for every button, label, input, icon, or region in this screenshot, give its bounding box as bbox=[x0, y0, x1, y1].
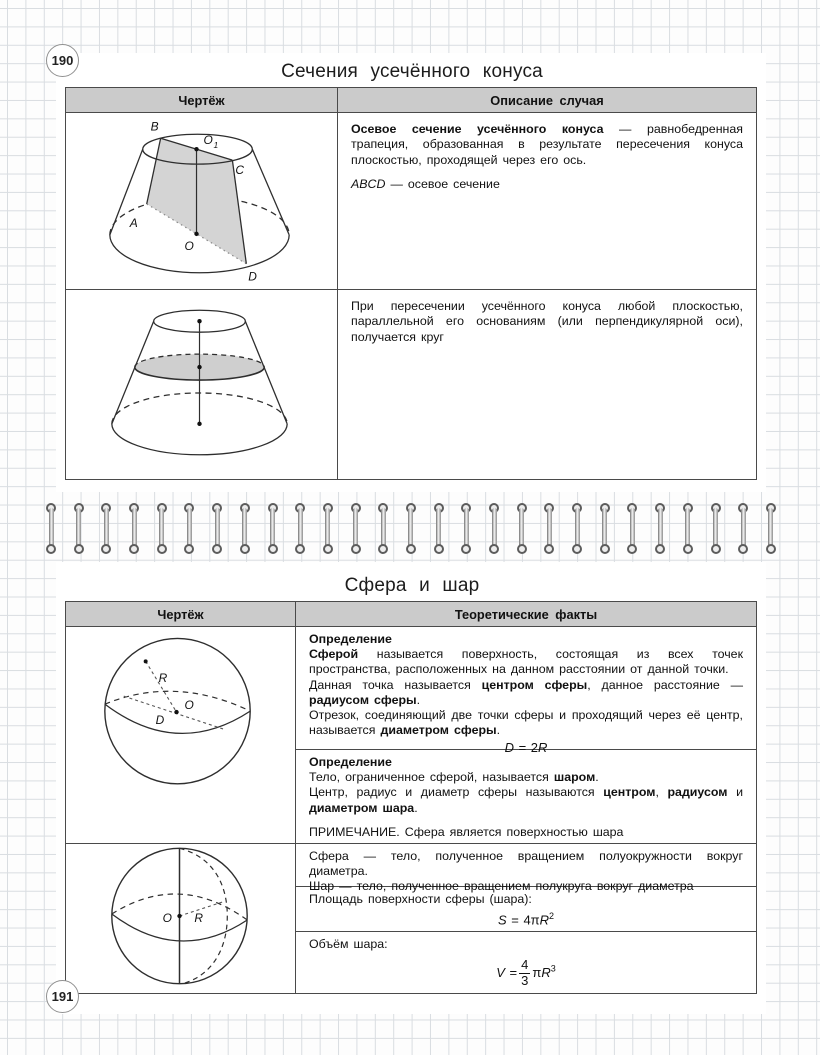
table1-header-description: Описание случая bbox=[490, 92, 604, 108]
sphere1-center bbox=[174, 710, 178, 714]
ball-term: шаром bbox=[553, 770, 596, 785]
label-D: D bbox=[248, 269, 257, 284]
formulas-stack bbox=[296, 844, 756, 993]
page-number-badge: 190 bbox=[46, 44, 79, 77]
ball-parts-and: и bbox=[727, 785, 743, 800]
volume-label: Объём шара: bbox=[309, 936, 388, 951]
ball-definition-block bbox=[296, 750, 756, 842]
figure-cone-parallel-section bbox=[66, 290, 338, 479]
spiral-ring bbox=[351, 503, 361, 554]
note-variable: ABCD bbox=[351, 177, 386, 192]
formula-eq2: = 2 bbox=[518, 740, 539, 756]
page2-title: Сфера и шар bbox=[344, 575, 480, 596]
diameter-text1: Отрезок, соединяющий две точки сферы и проходящий через её центр, называется bbox=[309, 708, 743, 738]
cone2-bottom-front-arc bbox=[112, 424, 287, 455]
spiral-ring bbox=[129, 503, 139, 554]
spiral-ring bbox=[323, 503, 333, 554]
sphere-rotation-text: Сфера — тело, полученное вращением полуокружности вокруг диаметра. bbox=[309, 849, 743, 879]
label-O1-sub: 1 bbox=[213, 140, 219, 151]
spiral-ring bbox=[101, 503, 111, 554]
formula-4pi: = 4π bbox=[511, 912, 540, 928]
spiral-ring bbox=[766, 503, 776, 554]
sphere-definition-text: называется поверхность, состоящая из всех точек пространства, расположенных на данном расстоянии от данной точки. bbox=[309, 647, 743, 677]
formula-D: D bbox=[504, 740, 514, 756]
table1-header-drawing: Чертёж bbox=[66, 88, 338, 112]
table2-header-drawing: Чертёж bbox=[66, 602, 296, 626]
center-text3: . bbox=[416, 692, 421, 707]
formula-R: R bbox=[538, 740, 548, 756]
note-text: — осевое сечение bbox=[390, 177, 500, 192]
formula-pi: π bbox=[532, 964, 542, 980]
figure-sphere-meridian bbox=[66, 844, 296, 993]
parallel-section-description bbox=[338, 290, 756, 479]
page-number-badge: 191 bbox=[46, 980, 79, 1013]
point-O1 bbox=[194, 147, 198, 151]
cone-right-side bbox=[252, 149, 289, 235]
label-D: D bbox=[155, 713, 165, 728]
table1-header-row bbox=[66, 88, 756, 113]
spiral-ring bbox=[711, 503, 721, 554]
surface-point bbox=[144, 659, 148, 663]
label-B: B bbox=[150, 119, 159, 134]
sphere2-center bbox=[177, 914, 181, 918]
formula-R-area: R bbox=[539, 912, 550, 928]
spiral-ring bbox=[74, 503, 84, 554]
rotation-definition-block bbox=[296, 844, 756, 894]
sphere-definition-block bbox=[296, 627, 756, 756]
ball-diameter-term: диаметром шара bbox=[309, 800, 415, 815]
ball-radius-term: радиусом bbox=[667, 785, 728, 800]
table2-header-row bbox=[66, 602, 756, 627]
page1-title: Сечения усечённого конуса bbox=[281, 61, 543, 82]
diameter-text2: . bbox=[496, 723, 501, 738]
definitions-stack bbox=[296, 627, 756, 843]
spiral-ring bbox=[683, 503, 693, 554]
ball-text2: . bbox=[595, 770, 599, 785]
spiral-ring bbox=[655, 503, 665, 554]
spiral-ring bbox=[489, 503, 499, 554]
center-term: центром сферы bbox=[481, 677, 588, 692]
spiral-ring bbox=[517, 503, 527, 554]
label-R: R bbox=[158, 671, 168, 686]
spiral-ring bbox=[295, 503, 305, 554]
sphere2-drawing bbox=[66, 844, 295, 993]
spiral-ring bbox=[572, 503, 582, 554]
spiral-ring bbox=[240, 503, 250, 554]
formula-eq: = bbox=[509, 964, 518, 980]
label-O1: O bbox=[203, 133, 213, 148]
fraction-four-thirds bbox=[519, 958, 530, 989]
parallel-section-text: При пересечении усечённого конуса любой плоскостью, параллельной его основаниям (или перпендикулярной оси), получается круг bbox=[351, 299, 743, 344]
spiral-ring bbox=[46, 503, 56, 554]
table2-row-definitions bbox=[66, 627, 756, 843]
volume-formula bbox=[309, 958, 743, 989]
cone-bottom-front-arc bbox=[110, 235, 289, 273]
ball-rotation-text: Шар — тело, полученное вращением полукруга вокруг диаметра bbox=[309, 879, 694, 894]
center-text2: , данное расстояние — bbox=[587, 677, 743, 692]
spiral-ring bbox=[378, 503, 388, 554]
table2-row-formulas bbox=[66, 843, 756, 993]
area-label: Площадь поверхности сферы (шара): bbox=[309, 892, 532, 906]
spiral-ring bbox=[600, 503, 610, 554]
center-text1: Данная точка называется bbox=[309, 677, 471, 692]
sphere1-equator-front bbox=[105, 704, 250, 733]
spiral-ring bbox=[627, 503, 637, 554]
radius-term: радиусом сферы bbox=[309, 692, 417, 707]
table2-header-facts: Теоретические факты bbox=[454, 606, 598, 622]
spiral-ring bbox=[406, 503, 416, 554]
label-C: C bbox=[235, 163, 244, 178]
axial-section-definition: — равнобедренная трапеция, образованная в результате пересечения конуса плоскостью, проходящей через его ось. bbox=[351, 122, 743, 167]
volume-block bbox=[296, 932, 756, 993]
sphere-term: Сферой bbox=[309, 647, 359, 662]
axial-section-description bbox=[338, 113, 756, 289]
spiral-ring bbox=[212, 503, 222, 554]
cone-left-side bbox=[110, 149, 143, 235]
formula-V: V bbox=[496, 964, 505, 980]
table1-row-axial-section bbox=[66, 113, 756, 289]
spiral-binding bbox=[46, 503, 776, 554]
spiral-ring bbox=[434, 503, 444, 554]
definition2-heading: Определение bbox=[309, 755, 392, 769]
cone-parallel-section-drawing bbox=[66, 290, 337, 479]
formula-R-volume: R bbox=[541, 964, 551, 980]
fraction-numerator: 4 bbox=[521, 956, 529, 972]
dashed-meridian bbox=[180, 848, 228, 983]
label-A: A bbox=[129, 215, 138, 230]
spiral-ring bbox=[157, 503, 167, 554]
formula-sup3: 3 bbox=[550, 963, 556, 974]
term-axial-section: Осевое сечение усечённого конуса bbox=[351, 122, 604, 136]
note-remark: ПРИМЕЧАНИЕ. Сфера является поверхностью шара bbox=[309, 824, 624, 839]
fraction-denominator: 3 bbox=[521, 972, 529, 988]
cone2-top-center bbox=[197, 319, 201, 323]
cone2-section-center bbox=[197, 365, 201, 369]
ball-parts-text1: Центр, радиус и диаметр сферы называются bbox=[309, 785, 595, 800]
surface-area-block bbox=[296, 887, 756, 932]
cone-sections-table bbox=[65, 87, 757, 480]
cone2-bottom-center bbox=[197, 422, 201, 426]
definition1-heading: Определение bbox=[309, 632, 392, 646]
ball-center-term: центром bbox=[603, 785, 656, 800]
ball-text1: Тело, ограниченное сферой, называется bbox=[309, 770, 549, 785]
diameter-term: диаметром сферы bbox=[380, 723, 497, 738]
figure-sphere-radius-diameter bbox=[66, 627, 296, 843]
spiral-ring bbox=[184, 503, 194, 554]
table1-row-parallel-section bbox=[66, 289, 756, 479]
spiral-ring bbox=[268, 503, 278, 554]
point-O bbox=[194, 232, 198, 236]
formula-S: S bbox=[497, 912, 507, 928]
area-formula bbox=[309, 909, 743, 928]
sphere-table bbox=[65, 601, 757, 994]
spiral-ring bbox=[544, 503, 554, 554]
label-O: O bbox=[184, 698, 194, 713]
ball-parts-dot: . bbox=[414, 800, 418, 815]
ball-parts-comma: , bbox=[655, 785, 659, 800]
figure-cone-axial-section bbox=[66, 113, 338, 289]
cone-axial-section-drawing bbox=[66, 113, 337, 289]
radius-line bbox=[146, 661, 177, 712]
formula-sup2: 2 bbox=[549, 911, 555, 922]
label-O2: O bbox=[162, 910, 172, 925]
sphere1-drawing bbox=[66, 627, 295, 843]
spiral-ring bbox=[738, 503, 748, 554]
label-R2: R bbox=[194, 910, 204, 925]
spiral-ring bbox=[461, 503, 471, 554]
sphere1-equator-back bbox=[105, 691, 250, 711]
label-O: O bbox=[184, 238, 194, 253]
